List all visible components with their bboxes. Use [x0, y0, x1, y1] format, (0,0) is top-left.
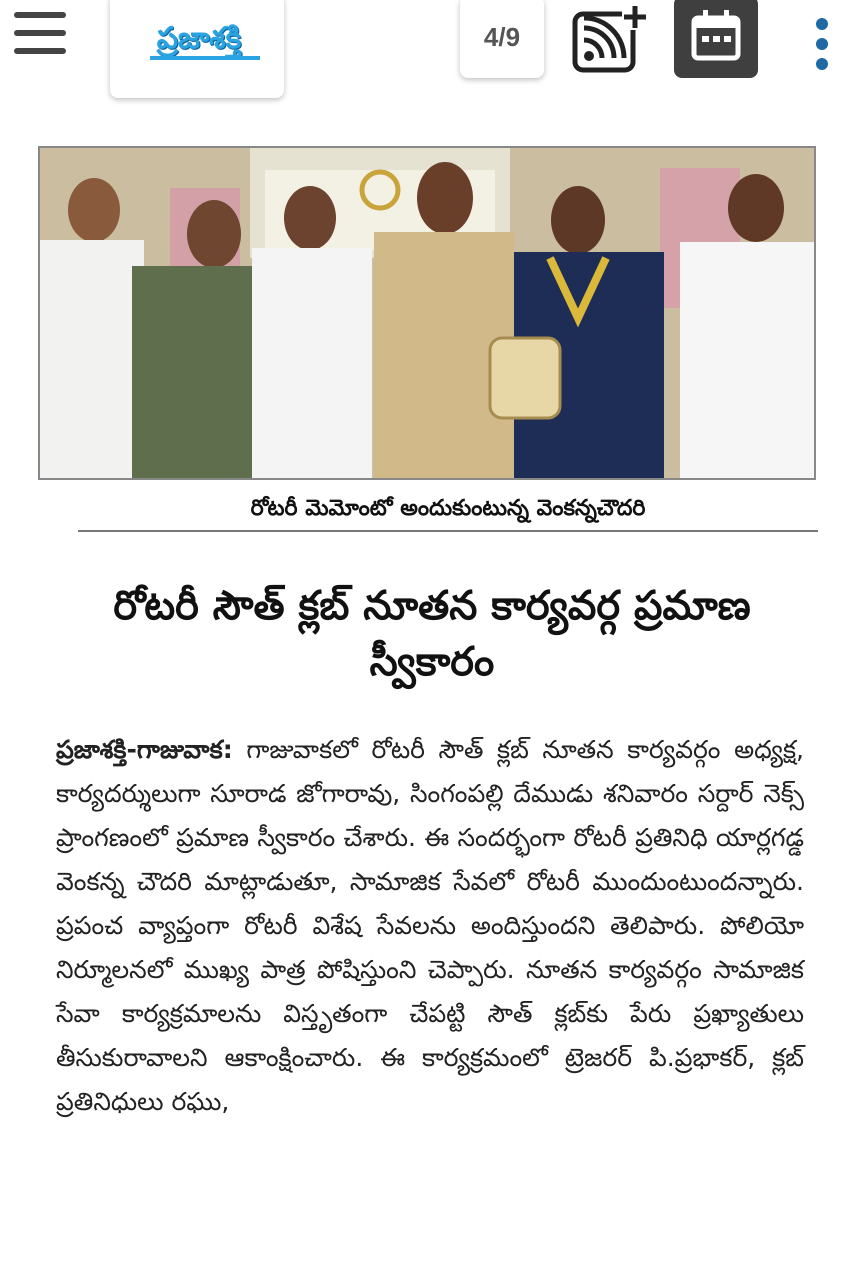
logo-underline	[150, 56, 260, 60]
article-body-text: గాజువాకలో రోటరీ సౌత్ క్లబ్ నూతన కార్యవర్గం అధ్యక్ష, కార్యదర్శులుగా సూరాడ జోగారావు, సింగంపల్లి దేముడు శనివారం సర్దార్ నెక్స్ ప్రాంగణంలో ప్రమాణ స్వీకారం చేశారు. ఈ సందర్భంగా రోటరీ ప్రతినిధి యార్లగడ్డ వెంకన్న చౌదరి మాట్లాడుతూ, సామాజిక సేవలో రోటరీ ముందుంటుందన్నారు. ప్రపంచ వ్యాప్తంగా రోటరీ విశేష సేవలను అందిస్తుందని తెలిపారు. పోలియో నిర్మూలనలో ముఖ్య పాత్ర పోషిస్తుంని చెప్పారు. నూతన కార్యవర్గం సామాజిక సేవా కార్యక్రమాలను విస్తృతంగా చేపట్టి సౌత్ క్లబ్‌కు పేరు ప్రఖ్యాతులు తీసుకురావాలని ఆకాంక్షించారు. ఈ కార్యక్రమంలో ట్రెజరర్ పి.ప్రభాకర్, క్లబ్ ప్రతినిధులు రఘు,	[56, 735, 804, 1116]
page-indicator[interactable]: 4/9	[460, 0, 544, 78]
top-app-bar	[0, 0, 864, 114]
rss-feed-add-icon[interactable]	[572, 4, 648, 74]
calendar-icon	[674, 0, 758, 78]
article-headline: రోటరీ సౌత్ క్లబ్ నూతన కార్యవర్గ ప్రమాణ స్వీకారం	[113, 583, 751, 685]
newspaper-clipping	[0, 112, 864, 1280]
logo-text: ప్రజాశక్తి	[156, 21, 242, 56]
calendar-button[interactable]	[674, 0, 758, 78]
menu-icon[interactable]	[14, 12, 66, 54]
article-photo	[38, 146, 816, 480]
article-body	[56, 728, 804, 1124]
photo-caption: రోటరీ మెమోంటో అందుకుంటున్న వెంకన్నచౌదరి	[78, 496, 818, 532]
more-vertical-icon[interactable]	[812, 18, 832, 74]
article-dateline: ప్రజాశక్తి-గాజువాక:	[56, 735, 233, 764]
logo[interactable]	[110, 0, 284, 98]
